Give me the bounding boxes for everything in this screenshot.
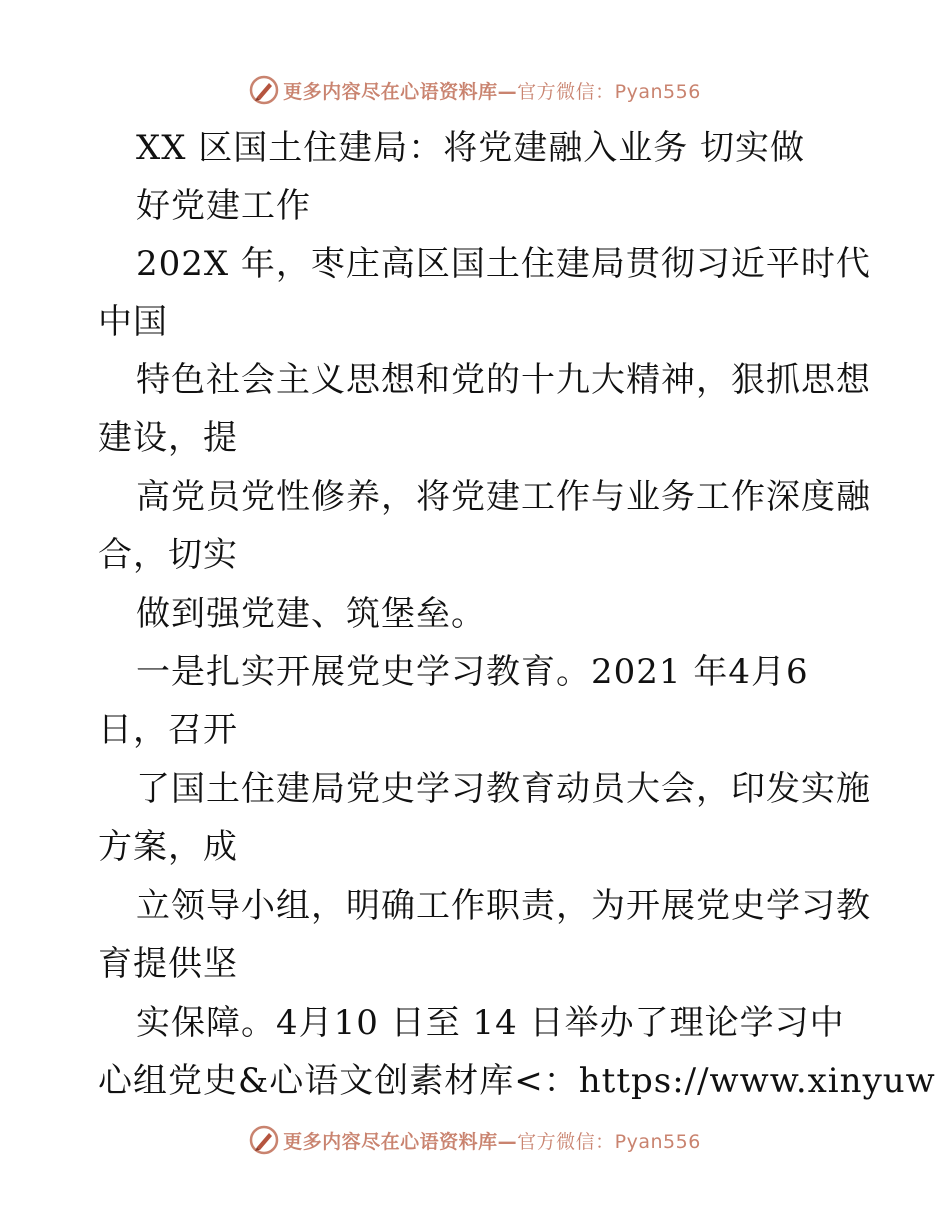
doc-line: 育提供坚 — [98, 944, 238, 984]
doc-line: 合，切实 — [98, 535, 238, 575]
doc-line: 建设，提 — [98, 418, 238, 458]
doc-line: 立领导小组，明确工作职责，为开展党史学习教 — [136, 886, 871, 926]
footer-watermark-banner — [0, 1120, 950, 1160]
doc-line: 心组党史&心语文创素材库<：https://www.xinyuw — [98, 1061, 936, 1101]
doc-line: 202X 年，枣庄高区国土住建局贯彻习近平时代 — [136, 244, 871, 284]
doc-line: 高党员党性修养，将党建工作与业务工作深度融 — [136, 477, 871, 517]
footer-watermark-label: 更多内容尽在心语资料库— — [283, 1130, 518, 1153]
doc-line: 一是扎实开展党史学习教育。2021 年4月6 — [136, 652, 809, 692]
pen-logo-icon — [249, 75, 279, 105]
header-watermark-label: 更多内容尽在心语资料库— — [283, 80, 518, 103]
doc-line: XX 区国土住建局：将党建融入业务 切实做 — [136, 128, 806, 168]
doc-line: 实保障。4月10 日至 14 日举办了理论学习中 — [136, 1003, 845, 1043]
footer-watermark-wechat: 官方微信：Pyan556 — [517, 1130, 701, 1153]
doc-line: 特色社会主义思想和党的十九大精神，狠抓思想 — [136, 360, 871, 400]
pen-logo-icon — [249, 1125, 279, 1155]
doc-line: 中国 — [98, 302, 168, 342]
doc-line: 做到强党建、筑堡垒。 — [136, 594, 486, 634]
doc-line: 了国土住建局党史学习教育动员大会，印发实施 — [136, 769, 871, 809]
header-watermark-banner — [0, 70, 950, 110]
footer-watermark-text — [283, 1127, 701, 1154]
doc-line: 日，召开 — [98, 710, 238, 750]
doc-line: 方案，成 — [98, 827, 238, 867]
header-watermark-text — [283, 77, 701, 104]
doc-line: 好党建工作 — [136, 186, 311, 226]
header-watermark-wechat: 官方微信：Pyan556 — [517, 80, 701, 103]
